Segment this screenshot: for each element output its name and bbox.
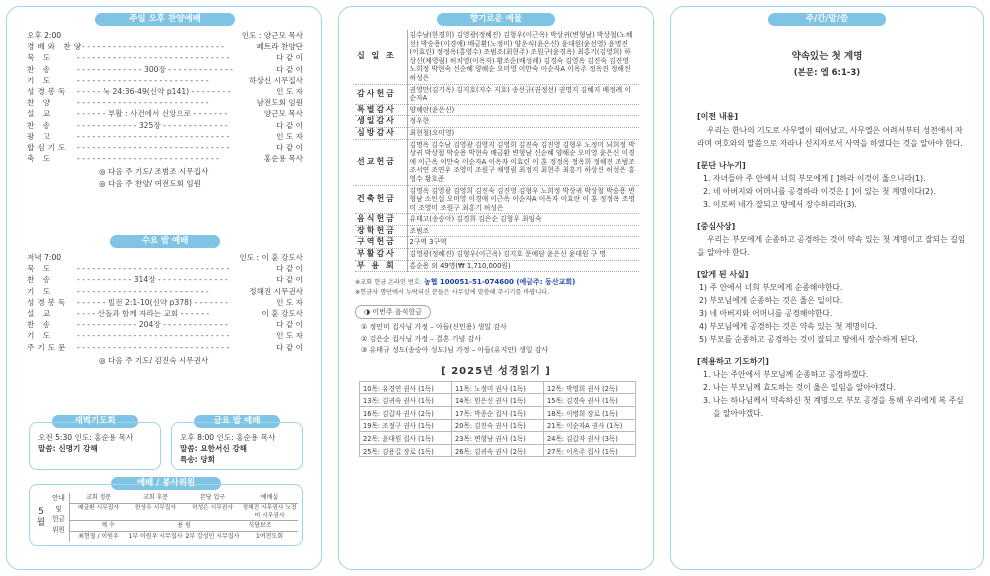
bible-cell: 20목: 김진숙 권사 (1독) (452, 419, 544, 432)
bible-cell: 14목: 원은신 권사 (1독) (452, 394, 544, 407)
order-row (27, 64, 303, 75)
offering-row (355, 185, 639, 214)
offering-row (355, 84, 639, 104)
friday-time: 오후 8:00 인도: 홍순용 목사 (180, 433, 276, 442)
offering-row (355, 139, 639, 185)
offering-row (355, 225, 639, 237)
wed-leader: 인도 : 이 훈 강도사 (239, 253, 303, 262)
order-detail: - - - - - - - - - - - - - - - - - - - - - - - - - - - - - - (77, 143, 230, 153)
duty-header: 용 원 (177, 522, 191, 529)
order-detail: - - - - - - 부활 : 사건에서 신앙으로 - - - - - - - (77, 109, 228, 119)
bible-reading-title: [ 2025년 성경읽기 ] (441, 365, 551, 377)
offerings-table (355, 30, 639, 272)
order-label: 기 도 (27, 286, 54, 296)
wednesday-header: 수요 밤 예배 (110, 235, 220, 248)
offering-names: 최현철(오미영) (407, 127, 639, 139)
order-detail: - - - - - - - - - - - - 204장 - - - - - - - - - - - - - (77, 320, 228, 330)
location-volunteer: 허성은 시무권사 (191, 505, 234, 511)
offering-type: 장학헌금 (355, 225, 407, 237)
next-week-praise: ◎ 다음 주 찬양/ 여전도회 임원 (99, 178, 201, 188)
bible-cell: 25목: 김용길 장로 (1독) (360, 444, 452, 457)
order-person: 양근모 목사 (263, 109, 303, 119)
bible-cell: 15목: 김경숙 권사 (1독) (544, 394, 636, 407)
order-person: 정해진 시무권사 (249, 286, 303, 296)
bible-row (360, 394, 636, 407)
sermon-title: 약속있는 첫 계명 (791, 51, 863, 62)
apply-item: 1. 나는 주안에서 부모님께 순종하고 공경하겠다. (703, 370, 869, 379)
order-label: 합심기도 (27, 143, 69, 153)
apply-item: 2. 나는 부모님께 효도하는 것이 옳은 일임을 알아야겠다. (703, 383, 896, 392)
order-person: 남전도회 임원 (256, 98, 303, 108)
offering-type: 감사헌금 (355, 84, 407, 104)
know-item: 5) 부모를 순종하고 공경하는 것이 잘되고 땅에서 장수하게 된다. (699, 335, 918, 344)
bank-account: 농협 100051-51-074600 (예금주: 동산교회) (423, 278, 576, 287)
food-item: ② 김은순 집사님 가정 – 결혼 기념 감사 (361, 334, 482, 343)
order-row (27, 52, 303, 63)
dawn-word: 말씀: 신명기 강해 (38, 444, 98, 454)
duty-header: 계 수 (101, 522, 115, 529)
know-item: 3) 네 아버지와 어머니를 공경해야한다. (699, 309, 833, 318)
order-detail: - - - - - - - - - - - - - - - - - - - - - - - - - - (77, 286, 209, 296)
bible-cell: 27목: 이옥주 집사 (1독) (544, 444, 636, 457)
order-row (27, 308, 303, 319)
center-heading: [중심사상] (697, 222, 736, 231)
sunday-afternoon-header: 주일 오후 찬양예배 (95, 13, 235, 26)
duty-volunteer: 2부 강성민 시무집사 (185, 533, 240, 540)
order-row (27, 120, 303, 131)
bible-cell: 21목: 이순자A 권사 (1독) (544, 419, 636, 432)
share-item: 2. 네 아버지와 어머니를 공경하라 이것은 [ ]이 있는 첫 계명이다(2). (703, 187, 936, 196)
location-header: 예배실 (260, 494, 279, 501)
order-row (27, 297, 303, 308)
role-label: 위원 (52, 525, 65, 534)
order-person: 다 같 이 (276, 275, 303, 285)
food-offering-title: 이번주 음식헌금 (372, 308, 422, 317)
order-row (27, 319, 303, 330)
friday-box (171, 422, 303, 470)
offering-names: 양혜란(윤은신) (407, 104, 639, 116)
order-person: 다 같 이 (276, 320, 303, 330)
order-detail: - - - - - - - - - - - - - - - - - - - - - - - - - - - - - - (77, 331, 230, 341)
order-detail: - - - - - - - - - - - - - 300장 - - - - - - - - - - - - - (77, 64, 233, 74)
volunteer-roles (48, 493, 70, 542)
offering-type: 생일감사 (355, 116, 407, 128)
offering-names: 김수남(한경희) 김영광(정혜진) 김형우(이근옥) 박상귀(변형남) 박상철(노혜선) 박승용(이경애) 배금환(노정미) 양운식(윤은신) 윤대원(윤선영) 윤명진(이효린) 정정옥(홍영수) 조범조(최현주) 조원구(윤경옥) 최홍기(김영희) 하상신(채영림) 허치영(이옥자) 황조순(배성례) 김경숙 김영옥 김진숙 김진영 노희정 박현숙 신순혜 양해순 오미영 이만숙 이순자A 이옥주 정옥진 정해진 허성은 (407, 30, 639, 84)
omission-note: ※헌금자 명단에서 누락되신 분들은 사무실에 말씀해 주시기를 바랍니다. (355, 289, 550, 297)
order-detail: - - - - - - - - - - - - - - - - - - - - - - - - - - (77, 98, 209, 108)
month-unit: 월 (36, 518, 46, 528)
role-label: 헌금 (52, 515, 65, 523)
dawn-time: 오전 5:30 인도: 홍순용 목사 (38, 433, 134, 442)
order-person: 다 같 이 (276, 53, 303, 63)
volunteer-duty-headers (70, 521, 298, 532)
bible-row (360, 419, 636, 432)
offering-row (355, 249, 639, 261)
bible-cell: 18목: 이병희 장로 (1독) (544, 406, 636, 419)
volunteers-header: 예배 / 봉사위원 (111, 477, 221, 490)
offerings-panel (338, 6, 654, 570)
bible-cell: 13목: 김귀숙 권사 (1독) (360, 394, 452, 407)
order-detail: - - - - - - - - - - - 314장 - - - - - - - - - - - - - - (77, 275, 228, 285)
order-person: 다 같 이 (276, 64, 303, 74)
offering-names: 김명옥 김영광 김영희 김진숙 김진영 김형우 노희정 박상귀 박상철 박승용 변형남 소인섭 오미영 이경애 이근옥 이순자A 이옥자 이효란 이 훈 정정옥 조명미 조영미 조원구 최흥기 허성은 (407, 185, 639, 214)
offering-type: 음식헌금 (355, 214, 407, 226)
order-row (27, 330, 303, 341)
offering-type: 특별감사 (355, 104, 407, 116)
food-offering-badge (355, 305, 431, 319)
order-detail: - - - - - - 빌전 2:1-10(신약 p378) - - - - - - - (77, 297, 229, 307)
center-text: 우리는 부모에게 순종하고 공경하는 것이 약속 있는 첫 계명이고 잘되는 길임을 알아야 한다. (697, 235, 966, 257)
volunteers-box (29, 484, 303, 546)
share-item: 3. 이로써 네가 잘되고 땅에서 장수하리라(3). (703, 200, 857, 209)
order-person: 다 같 이 (276, 264, 303, 274)
order-detail: - - - - - - - - - - - - - - - - - - - - - - - - - - - - - - (77, 53, 230, 63)
duty-volunteer: 1부 이원우 시무집사 (128, 533, 183, 540)
know-item: 2) 부모님에게 순종하는 것은 옳은 일이다. (699, 296, 843, 305)
order-person: 인 도 자 (276, 331, 303, 341)
order-detail: - - - - - - - - - - - - - - - - - - - - - - - - - - - - - - (77, 342, 230, 352)
offering-names: 정우현 (407, 116, 639, 128)
offering-names: 2구역 3구역 (407, 237, 639, 249)
bible-row (360, 444, 636, 457)
bible-row (360, 432, 636, 445)
bank-note-label: ※교회 헌금 온라인 번호: (355, 279, 422, 287)
offering-row (355, 237, 639, 249)
order-row (27, 263, 303, 274)
bible-cell: 17목: 박종순 집사 (1독) (452, 406, 544, 419)
offering-row (355, 116, 639, 128)
share-heading: [문단 나누기] (697, 161, 746, 170)
order-person: 다 같 이 (276, 120, 303, 130)
service-time: 오후 2:00 (27, 31, 62, 40)
order-label: 기 도 (27, 75, 54, 85)
food-offering-list (361, 322, 653, 357)
intro-text: 우리는 한나의 기도로 사무엘이 태어났고, 사무엘은 어려서부터 성전에서 자라며 여호와의 말씀으로 자라나 선지자로서 사역을 하였다는 것을 알아야 한다. (697, 126, 963, 148)
offering-row (355, 214, 639, 226)
order-detail: - - - - - 눅 24:36-49(신약 p141) - - - - - - - - (77, 87, 231, 97)
duty-header: 식당보조 (248, 522, 272, 529)
order-detail: - - - - - - - - - - - - 325장 - - - - - - - - - - - - - (77, 120, 228, 130)
order-label: 경배와 찬양 (27, 42, 85, 52)
location-header: 교회 후문 (142, 494, 169, 501)
offering-type: 구역헌금 (355, 237, 407, 249)
food-icon: ◑ (364, 308, 371, 317)
offering-row (355, 127, 639, 139)
order-person: 홍순용 목사 (263, 154, 303, 164)
dawn-box (29, 422, 161, 470)
offering-row (355, 30, 639, 84)
order-detail: - - - - - - - - - - - - - - - - - - - - - - - - - - - - - - (77, 264, 230, 274)
order-label: 찬 양 (27, 98, 54, 108)
offering-type: 심방감사 (355, 127, 407, 139)
bible-cell: 10목: 유경연 권사 (1독) (360, 381, 452, 394)
location-header: 본당 입구 (199, 494, 226, 501)
order-detail: - - - - 산돌과 함께 자라는 교회 - - - - - - (77, 309, 210, 319)
order-detail: - - - - - - - - - - - - - - - - - - - - - - - - - - - - - - (77, 131, 230, 141)
order-person: 페트라 찬양단 (256, 42, 303, 52)
bible-cell: 12목: 박영희 권사 (2독) (544, 381, 636, 394)
order-row (27, 108, 303, 119)
know-list (697, 281, 969, 346)
bible-reading-table (359, 381, 636, 458)
role-label: 안내 (52, 494, 65, 502)
order-row (27, 75, 303, 86)
order-label: 묵 도 (27, 264, 54, 274)
month-number: 5 (38, 507, 44, 517)
share-item: 1. 자녀들아 주 안에서 너희 부모에게 [ ]하라 이것이 옳으니라(1). (703, 174, 926, 183)
order-row (27, 153, 303, 164)
location-volunteer: 정해진 시무권사 노정미 시무권사 (242, 505, 297, 519)
apply-item: 3. 나는 하나님께서 약속하신 첫 계명으로 부모 공경을 통해 우리에게 복 주심을 알아야겠다. (703, 396, 964, 418)
apply-list (697, 368, 969, 420)
order-person: 이 훈 강도사 (261, 309, 303, 319)
duty-volunteer: 1여전도회 (255, 533, 283, 540)
order-row (27, 41, 303, 52)
location-header: 교회 정문 (85, 494, 112, 501)
order-label: 찬 송 (27, 320, 54, 330)
offering-names: 홍순용 외 49명(₩ 1,710,000원) (407, 260, 639, 272)
next-week-prayer: ◎ 다음 주 기도/ 조범조 시무집사 (99, 167, 209, 177)
sermon-panel (670, 6, 984, 570)
order-row (27, 86, 303, 97)
order-label: 기 도 (27, 331, 54, 341)
order-detail: - - - - - - - - - - - - - - - - - - - - - - - - - - - - - (77, 42, 225, 52)
dawn-header: 새벽기도회 (52, 415, 138, 428)
order-person: 인 도 자 (276, 131, 303, 141)
order-label: 설 교 (27, 109, 54, 119)
know-item: 1) 주 안에서 너희 부모에게 순종해야한다. (699, 283, 843, 292)
bible-cell: 22목: 윤대원 집사 (1독) (360, 432, 452, 445)
offering-type: 부 용 회 (355, 260, 407, 272)
wed-next-prayer: ◎ 다음 주 기도/ 김진숙 시무권사 (99, 355, 209, 365)
offering-type: 선교헌금 (355, 139, 407, 185)
offering-names: 김영광(정혜진) 김형우(이근옥) 김지호 문예담 윤은신 윤대원 구 명 (407, 249, 639, 261)
know-heading: [알게 된 사실] (697, 270, 749, 279)
offering-type: 건축헌금 (355, 185, 407, 214)
intro-heading: [이전 내용] (697, 112, 739, 121)
order-detail: - - - - - - - - - - - - - - - - - - - - - - - - - - - - (77, 154, 219, 164)
bible-row (360, 406, 636, 419)
order-label: 찬 송 (27, 275, 54, 285)
friday-word: 말씀: 요한서신 강해 (180, 444, 248, 454)
bible-cell: 16목: 김갑자 권사 (2독) (360, 406, 452, 419)
location-volunteer: 배금환 시무집사 (77, 505, 120, 511)
wed-time: 저녁 7:00 (27, 253, 62, 262)
order-detail: - - - - - - - - - - - - - - - - - - - - - - - - - - (77, 75, 209, 85)
wednesday-order-list (27, 263, 303, 353)
bible-cell: 26목: 김귀숙 권사 (2독) (452, 444, 544, 457)
online-offering-note (355, 277, 641, 288)
worship-order-panel (6, 6, 322, 570)
weekly-word-header: 주/간/말/씀 (768, 13, 886, 26)
bible-row (360, 381, 636, 394)
order-label: 찬 송 (27, 120, 54, 130)
order-row (27, 286, 303, 297)
location-volunteer: 한상우 시무집사 (134, 505, 177, 511)
order-row (27, 274, 303, 285)
order-label: 주기도문 (27, 342, 69, 352)
sermon-text: (본문: 엡 6:1-3) (793, 68, 861, 78)
offering-names: 김명옥 김수남 김영광 김영지 김영희 김진숙 김진영 김형우 노정미 뇌희정 박상귀 박상철 박승용 박현숙 배금환 변형남 신순혜 양해순 오미영 윤은신 이경애 이근옥 이만숙 이순자A 이옥자 이효린 이 훈 정정옥 정옥희 정해진 조범조 조서연 조연우 조영미 조원구 채영림 최정지 최현주 최흥기 하상신 허성은 홍영수 황호준 (407, 139, 639, 185)
order-person: 인 도 자 (276, 87, 303, 97)
offerings-header: 향기로운 예물 (437, 13, 555, 26)
offering-names: 유태고(송승아) 김경희 김은순 김형우 최임숙 (407, 214, 639, 226)
apply-heading: [적용하고 기도하기] (697, 357, 769, 366)
order-label: 성경봉독 (27, 87, 69, 97)
know-item: 4) 부모님에게 공경하는 것은 약속 있는 첫 계명이다. (699, 322, 878, 331)
order-row (27, 97, 303, 108)
bible-cell: 24목: 김갑자 권사 (3독) (544, 432, 636, 445)
friday-special: 특송: 당회 (180, 455, 216, 465)
offering-type: 부활감사 (355, 249, 407, 261)
bible-cell: 23목: 변형남 권사 (1독) (452, 432, 544, 445)
sunday-order-list (27, 41, 303, 164)
friday-header: 금요 밤 예배 (194, 415, 280, 428)
order-label: 성경봉독 (27, 297, 69, 307)
bible-cell: 19목: 조정구 권사 (1독) (360, 419, 452, 432)
food-item: ③ 유태규 성도(송승아 성도)님 가정 – 아들(유지안) 생일 감사 (361, 346, 549, 355)
order-person: 하상신 시무집사 (249, 75, 303, 85)
share-list (697, 172, 969, 211)
offering-row (355, 260, 639, 272)
offering-names: 조범조 (407, 225, 639, 237)
order-label: 설 교 (27, 309, 54, 319)
order-row (27, 131, 303, 142)
service-leader: 인도 : 양근모 목사 (241, 31, 303, 40)
volunteer-locations (70, 493, 298, 504)
order-label: 축 도 (27, 154, 54, 164)
offering-row (355, 104, 639, 116)
food-item: ① 정민미 집사님 가정 – 아들(신민용) 생일 감사 (361, 323, 507, 332)
order-label: 묵 도 (27, 53, 54, 63)
order-person: 다 같 이 (276, 342, 303, 352)
duty-volunteer: 최현철 / 이원우 (78, 533, 119, 540)
bible-cell: 11목: 노정미 권사 (1독) (452, 381, 544, 394)
volunteer-duty-row (70, 532, 298, 542)
offering-type: 십 일 조 (355, 30, 407, 84)
offering-names: 권영만(김기옥) 김지호(지수 지호) 송선규(권정선) 권명지 김혜지 배정례 이순자A (407, 84, 639, 104)
order-label: 광 고 (27, 131, 54, 141)
order-row (27, 342, 303, 353)
order-row (27, 142, 303, 153)
order-person: 다 같 이 (276, 143, 303, 153)
volunteer-names-row (70, 504, 298, 521)
order-person: 인 도 자 (276, 297, 303, 307)
role-label: 및 (55, 504, 62, 513)
order-label: 찬 송 (27, 64, 54, 74)
